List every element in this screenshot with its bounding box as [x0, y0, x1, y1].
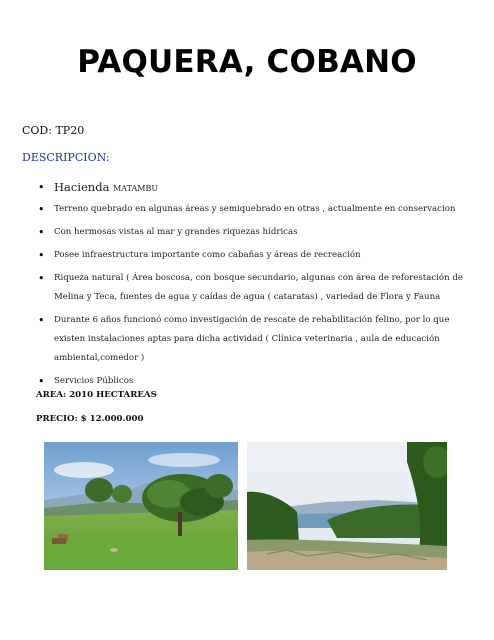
bay-view-photo	[247, 442, 447, 570]
list-item: • Con hermosas vistas al mar y grandes riquezas hídricas	[38, 223, 468, 242]
description-heading: DESCRIPCION:	[22, 151, 110, 164]
list-item: • Riqueza natural ( Área boscosa, con bosque secundario, algunas con área de reforestación de Melina y Teca, fuentes de agua y caídas de agua ( cataratas) , variedad de Flora y Fauna	[38, 269, 468, 307]
pasture-photo	[44, 442, 238, 570]
price-label: PRECIO: $ 12.000.000	[36, 414, 144, 424]
list-item-main: Hacienda	[54, 180, 114, 194]
list-item	[38, 178, 468, 198]
property-code: COD: TP20	[22, 124, 85, 137]
list-item: • Servicios Públicos	[38, 372, 468, 391]
area-label: AREA: 2010 HECTAREAS	[36, 390, 157, 400]
list-item: • Durante 6 años funcionó como investigación de rescate de rehabilitación felino, por lo que existen instalaciones aptas para dicha actividad ( Clínica veterinaria , aula de educación ambiental,comedor )	[38, 311, 468, 368]
page-title: PAQUERA, COBANO	[77, 44, 417, 80]
description-list	[38, 178, 468, 395]
list-item: • Posee infraestructura importante como cabañas y áreas de recreación	[38, 246, 468, 265]
list-item-sub: MATAMBU	[113, 184, 159, 193]
list-item: • Terreno quebrado en algunas áreas y semiquebrado en otras , actualmente en conservacion	[38, 200, 468, 219]
